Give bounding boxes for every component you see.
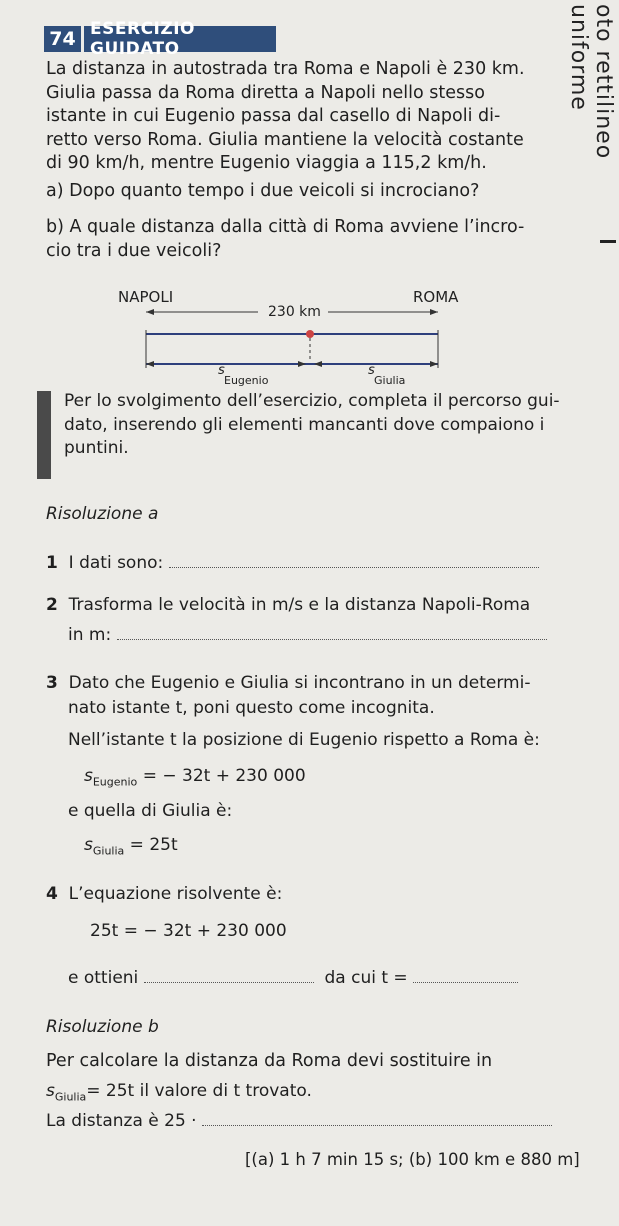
eq-eugenio-rhs: = − 32t + 230 000 — [142, 766, 306, 786]
problem-line: di 90 km/h, mentre Eugenio viaggia a 115,2 km/h. — [46, 153, 487, 173]
diagram-distance-label: 230 km — [268, 304, 321, 320]
solution-a-heading: Risoluzione a — [46, 504, 159, 524]
step-1-blank[interactable] — [169, 567, 539, 568]
dacui-text: da cui t = — [324, 968, 408, 988]
eq-b-rhs: = 25t il valore di t trovato. — [86, 1081, 312, 1101]
step-4 — [46, 883, 282, 906]
exercise-header — [44, 19, 276, 59]
step-2 — [46, 594, 556, 617]
s-giulia-arrowhead-left — [314, 361, 322, 367]
problem-line: Giulia passa da Roma diretta a Napoli nello stesso — [46, 82, 485, 103]
step-1-text: I dati sono: — [68, 553, 164, 573]
step-4-number: 4 — [46, 884, 58, 904]
eq-giulia-s: s — [84, 835, 93, 855]
equation-main: 25t = − 32t + 230 000 — [90, 921, 287, 941]
distance-blank[interactable] — [202, 1125, 552, 1126]
solution-b-line1: Per calcolare la distanza da Roma devi sostituire in — [46, 1051, 493, 1071]
obtain-text: e ottieni — [68, 968, 139, 988]
side-margin-text: oto rettilineo uniforme — [566, 4, 616, 160]
eq-b-sub: Giulia — [54, 1090, 87, 1104]
side-margin-rule — [600, 240, 616, 243]
step-3-line2: nato istante t, poni questo come incognita. — [68, 698, 435, 718]
step-2-blank[interactable] — [117, 639, 547, 640]
question-a: a) Dopo quanto tempo i due veicoli si incrociano? — [46, 181, 480, 201]
instruction-line: puntini. — [64, 438, 129, 458]
s-giulia-arrowhead-right — [430, 361, 438, 367]
meeting-point — [306, 330, 314, 338]
step-4-text: L’equazione risolvente è: — [68, 884, 283, 904]
step-2-continued — [68, 624, 548, 647]
s-giulia-subscript: Giulia — [374, 374, 406, 387]
solution-b-heading: Risoluzione b — [46, 1017, 159, 1037]
equation-giulia — [84, 834, 178, 862]
step-3-line1: Dato che Eugenio e Giulia si incontrano in un determi- — [68, 673, 531, 693]
instruction-line: Per lo svolgimento dell’esercizio, completa il percorso gui- — [64, 391, 560, 411]
distance-arrowhead-left — [146, 309, 154, 315]
eq-eugenio-s: s — [84, 766, 93, 786]
solution-b-equation — [46, 1080, 312, 1108]
step-2-number: 2 — [46, 595, 58, 615]
solution-b-distance — [46, 1110, 556, 1133]
instruction-bar — [37, 391, 51, 479]
obtain-blank[interactable] — [144, 982, 314, 983]
t-value-blank[interactable] — [413, 982, 518, 983]
eq-giulia-rhs: = 25t — [129, 835, 178, 855]
diagram-roma-label: ROMA — [413, 288, 459, 306]
question-b-line2: cio tra i due veicoli? — [46, 241, 222, 261]
problem-statement — [46, 58, 551, 176]
step-3-line3: Nell’istante t la posizione di Eugenio rispetto a Roma è: — [68, 730, 540, 750]
step-1 — [46, 552, 551, 575]
problem-line: La distanza in autostrada tra Roma e Napoli è 230 km. — [46, 59, 525, 79]
solution-b-line3: La distanza è 25 · — [46, 1111, 197, 1131]
s-eugenio-symbol: s — [218, 363, 225, 378]
problem-line: retto verso Roma. Giulia mantiene la velocità costante — [46, 129, 524, 150]
exercise-number: 74 — [44, 26, 84, 52]
distance-arrowhead-right — [430, 309, 438, 315]
step-2-line2: in m: — [68, 625, 112, 645]
instructions — [64, 390, 574, 461]
s-eugenio-arrowhead-right — [298, 361, 306, 367]
step-3-line4: e quella di Giulia è: — [68, 801, 233, 821]
s-eugenio-arrowhead-left — [146, 361, 154, 367]
eq-eugenio-sub: Eugenio — [92, 775, 138, 789]
step-3-number: 3 — [46, 673, 58, 693]
problem-line: istante in cui Eugenio passa dal casello di Napoli di- — [46, 106, 501, 126]
answers: [(a) 1 h 7 min 15 s; (b) 100 km e 880 m] — [245, 1150, 580, 1169]
s-giulia-symbol: s — [368, 363, 375, 378]
distance-diagram — [110, 282, 470, 392]
exercise-title: ESERCIZIO GUIDATO — [90, 19, 195, 59]
equation-eugenio — [84, 765, 306, 793]
instruction-line: dato, inserendo gli elementi mancanti dove compaiono i — [64, 414, 545, 435]
step-2-line1: Trasforma le velocità in m/s e la distanza Napoli-Roma — [68, 595, 531, 615]
diagram-napoli-label: NAPOLI — [118, 288, 174, 306]
eq-b-s: s — [46, 1081, 55, 1101]
s-eugenio-subscript: Eugenio — [224, 374, 269, 387]
eq-giulia-sub: Giulia — [92, 844, 125, 858]
question-b-line1: b) A quale distanza dalla città di Roma avviene l’incro- — [46, 217, 525, 237]
step-3 — [46, 672, 571, 695]
step-1-number: 1 — [46, 553, 58, 573]
result-line — [68, 967, 558, 990]
